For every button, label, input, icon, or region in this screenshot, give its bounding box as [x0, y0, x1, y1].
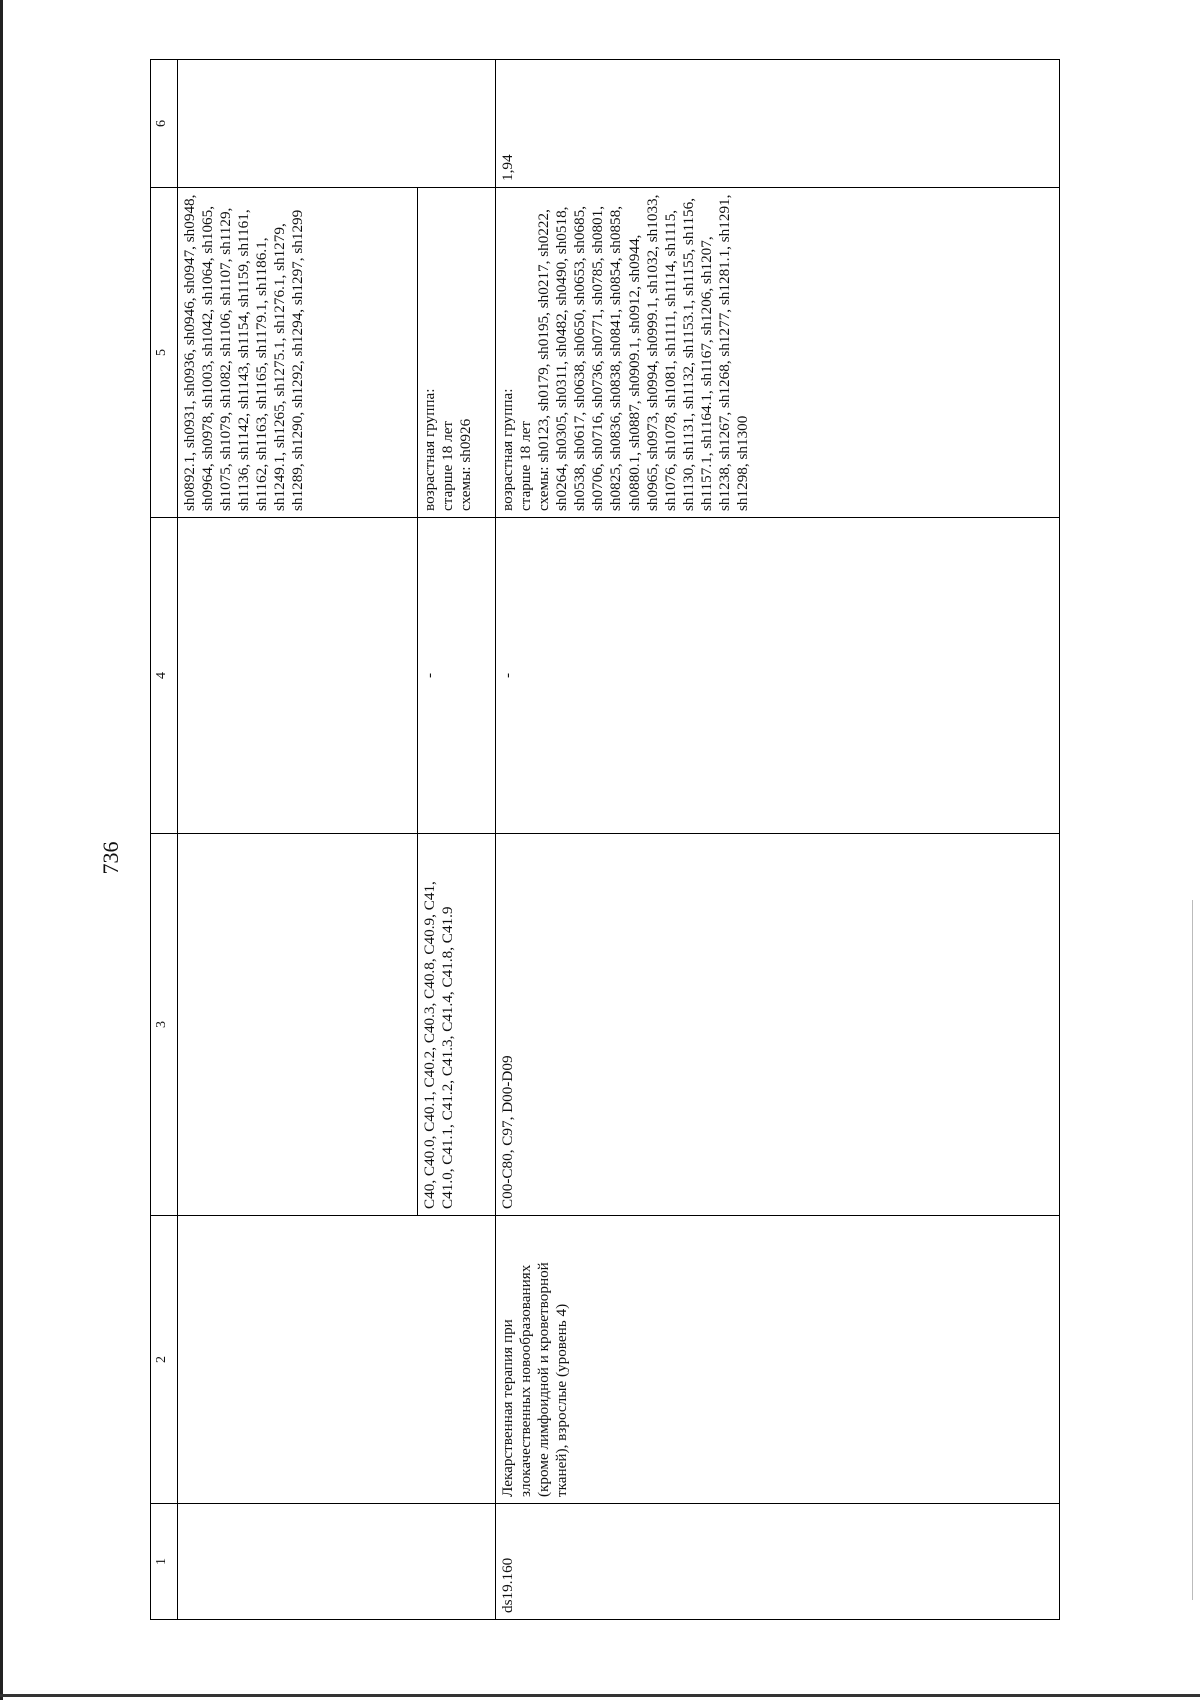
cell-criterion: [178, 518, 418, 834]
cell-code: ds19.160: [496, 1504, 1060, 1620]
cell-other-criteria: [418, 188, 496, 518]
column-header-5: 5: [151, 188, 178, 518]
cell-other-criteria: sh0892.1, sh0931, sh0936, sh0946, sh0947, sh0948, sh0964, sh0978, sh1003, sh1042, sh1064, sh1065, sh1075, sh1079, sh1082, sh1106, sh1107, sh1129, sh1136, sh1142, sh1143, sh1154, sh1159, sh1161, sh1162, sh1163, sh1165, sh1179.1, sh1186.1, sh1249.1, sh1265, sh1275.1, sh1276.1, sh1279, sh1289, sh1290, sh1292, sh1294, sh1297, sh1299: [178, 188, 418, 518]
schemes-value: схемы: sh0123, sh0179, sh0195, sh0217, sh0222, sh0264, sh0305, sh0311, sh0482, sh0490, sh0518, sh0538, sh0617, sh0638, sh0650, sh0653, sh0685, sh0706, sh0716, sh0736, sh0771, sh0785, sh0801, sh0825, sh0836, sh0838, sh0841, sh0854, sh0858, sh0880.1, sh0887, sh0909.1, sh0912, sh0944, sh0965, sh0973, sh0994, sh0999.1, sh1032, sh1033, sh1076, sh1078, sh1081, sh1111, sh1114, sh1115, sh1130, sh1131, sh1132, sh1153.1, sh1155, sh1156, sh1157.1, sh1164.1, sh1167, sh1206, sh1207, sh1238, sh1267, sh1268, sh1277, sh1281.1, sh1291, sh1298, sh1300: [535, 194, 752, 511]
column-header-1: 1: [151, 1504, 178, 1620]
age-group-label: возрастная группа:: [499, 388, 516, 511]
cell-name: Лекарственная терапия при злокачественных новообразованиях (кроме лимфоидной и кроветворной тканей), взрослые (уровень 4): [496, 1216, 1060, 1504]
column-header-row: [151, 60, 178, 1620]
cell-diagnosis-codes: C00-C80, C97, D00-D09: [496, 834, 1060, 1216]
schemes-value: схемы: sh0926: [457, 418, 475, 511]
column-header-2: 2: [151, 1216, 178, 1504]
age-group-value: старше 18 лет: [439, 420, 457, 511]
table-row: [496, 60, 1060, 1620]
cell-other-criteria: [496, 188, 1060, 518]
column-header-3: 3: [151, 834, 178, 1216]
age-group-label: возрастная группа:: [421, 388, 438, 511]
cell-criterion: -: [418, 518, 496, 834]
scan-border-right: [1192, 900, 1193, 1600]
cell-criterion: -: [496, 518, 1060, 834]
scan-border-bottom: [0, 1694, 1200, 1697]
table-row: [178, 60, 418, 1620]
age-group-value: старше 18 лет: [517, 420, 535, 511]
cell-diagnosis-codes: [178, 834, 418, 1216]
cell-name: [178, 1216, 496, 1504]
column-header-6: 6: [151, 60, 178, 188]
rotated-table-frame: [150, 60, 1060, 1620]
rotated-table-content: [150, 60, 1060, 1620]
cell-diagnosis-codes: C40, C40.0, C40.1, C40.2, C40.3, C40.8, C40.9, C41, C41.0, C41.1, C41.2, C41.3, C41.4, C41.8, C41.9: [418, 834, 496, 1216]
scan-border-left: [0, 0, 3, 1700]
cell-code: [178, 1504, 496, 1620]
tariff-table: [150, 59, 1060, 1620]
cell-coefficient: [178, 60, 496, 188]
cell-coefficient: 1,94: [496, 60, 1060, 188]
page-number: 736: [98, 841, 123, 875]
column-header-4: 4: [151, 518, 178, 834]
